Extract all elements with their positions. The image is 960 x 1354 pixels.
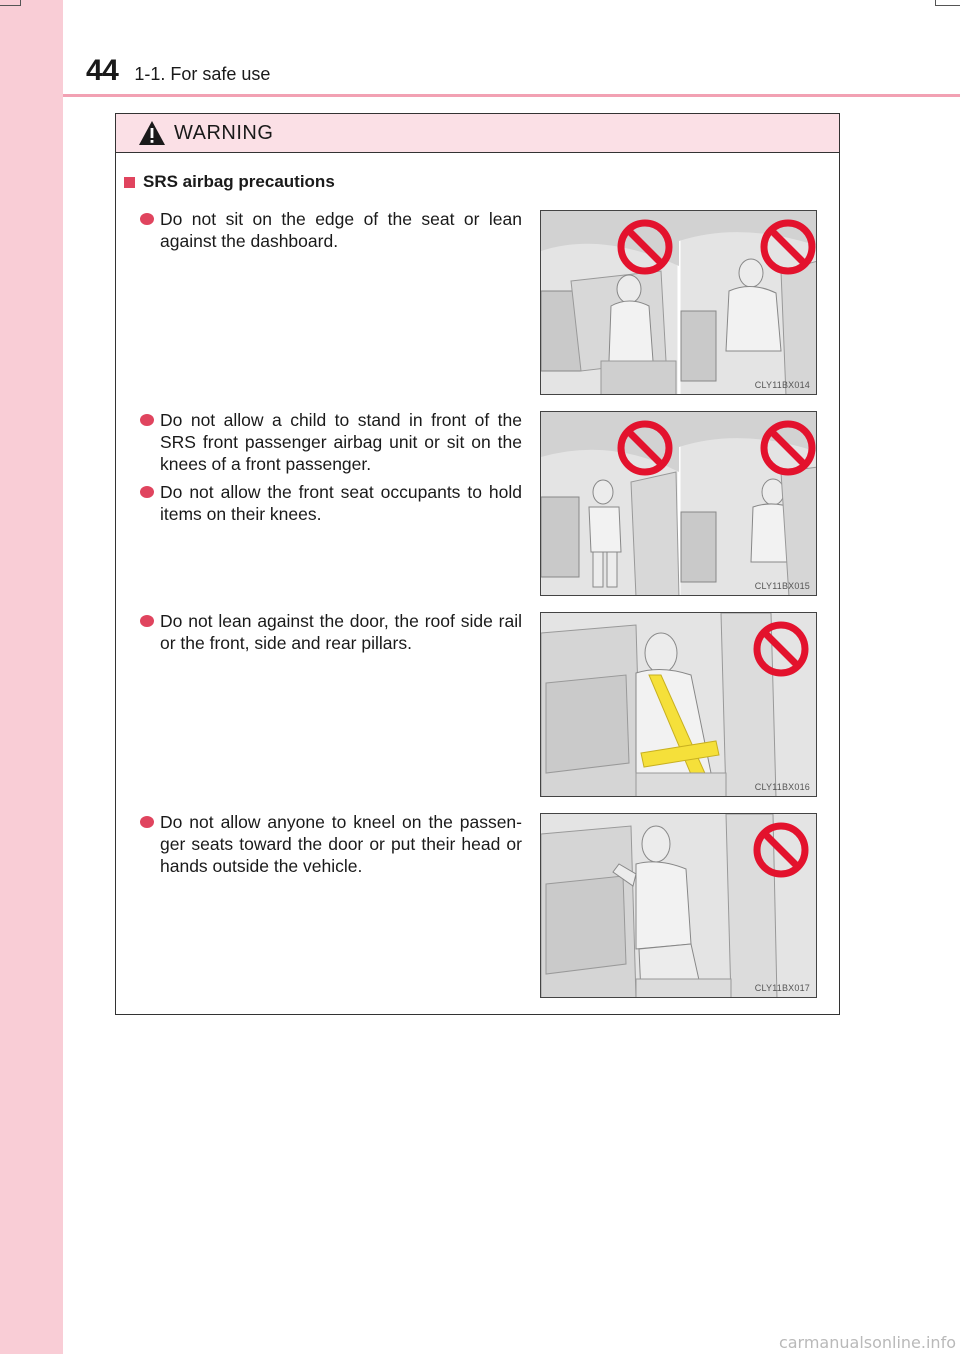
warning-title: WARNING: [174, 121, 274, 144]
watermark: carmanualsonline.info: [778, 1333, 956, 1352]
bullet-icon: [140, 816, 154, 828]
list-item: [140, 409, 522, 475]
bullet-icon: [140, 414, 154, 426]
section-title: 1-1. For safe use: [134, 64, 271, 84]
crop-mark: [20, 0, 21, 6]
list-item-text: Do not allow the front seat occupants to hold items on their knees.: [160, 482, 522, 524]
subheading-text: SRS airbag precautions: [143, 172, 335, 191]
warning-triangle-icon: [138, 120, 166, 146]
warning-header: [116, 114, 839, 153]
list-item: [140, 811, 522, 877]
figure-code: CLY11BX014: [754, 380, 810, 390]
bullet-icon: [140, 486, 154, 498]
list-item: [140, 481, 522, 525]
list-item: [140, 610, 522, 654]
list-item-text: Do not lean against the door, the roof side rail or the front, side and rear pillars.: [160, 611, 522, 653]
illustration-leaning-on-door: [540, 612, 817, 797]
list-item-text: Do not sit on the edge of the seat or lean against the dashboard.: [160, 209, 522, 251]
side-strip: [0, 0, 63, 1354]
warning-subheading: [124, 172, 335, 192]
crop-mark: [0, 5, 20, 6]
page-header: [86, 54, 270, 94]
page-number: 44: [86, 54, 119, 87]
header-rule: [63, 94, 960, 97]
illustration-kneeling-on-seat: [540, 813, 817, 998]
square-bullet-icon: [124, 177, 135, 188]
bullet-icon: [140, 213, 154, 225]
crop-mark: [935, 5, 960, 6]
list-item: [140, 208, 522, 252]
warning-box: [115, 113, 840, 1015]
figure-code: CLY11BX017: [754, 983, 810, 993]
illustration-sitting-on-seat-edge: [540, 210, 817, 395]
list-item-text: Do not allow a child to stand in front of the SRS front passenger airbag unit or sit on the knees of a front passenger.: [160, 410, 522, 474]
list-item-text: Do not allow anyone to kneel on the passen-ger seats toward the door or put their head or hands outside the vehicle.: [160, 812, 522, 876]
figure-code: CLY11BX016: [754, 782, 810, 792]
bullet-icon: [140, 615, 154, 627]
figure-code: CLY11BX015: [754, 581, 810, 591]
illustration-child-standing: [540, 411, 817, 596]
